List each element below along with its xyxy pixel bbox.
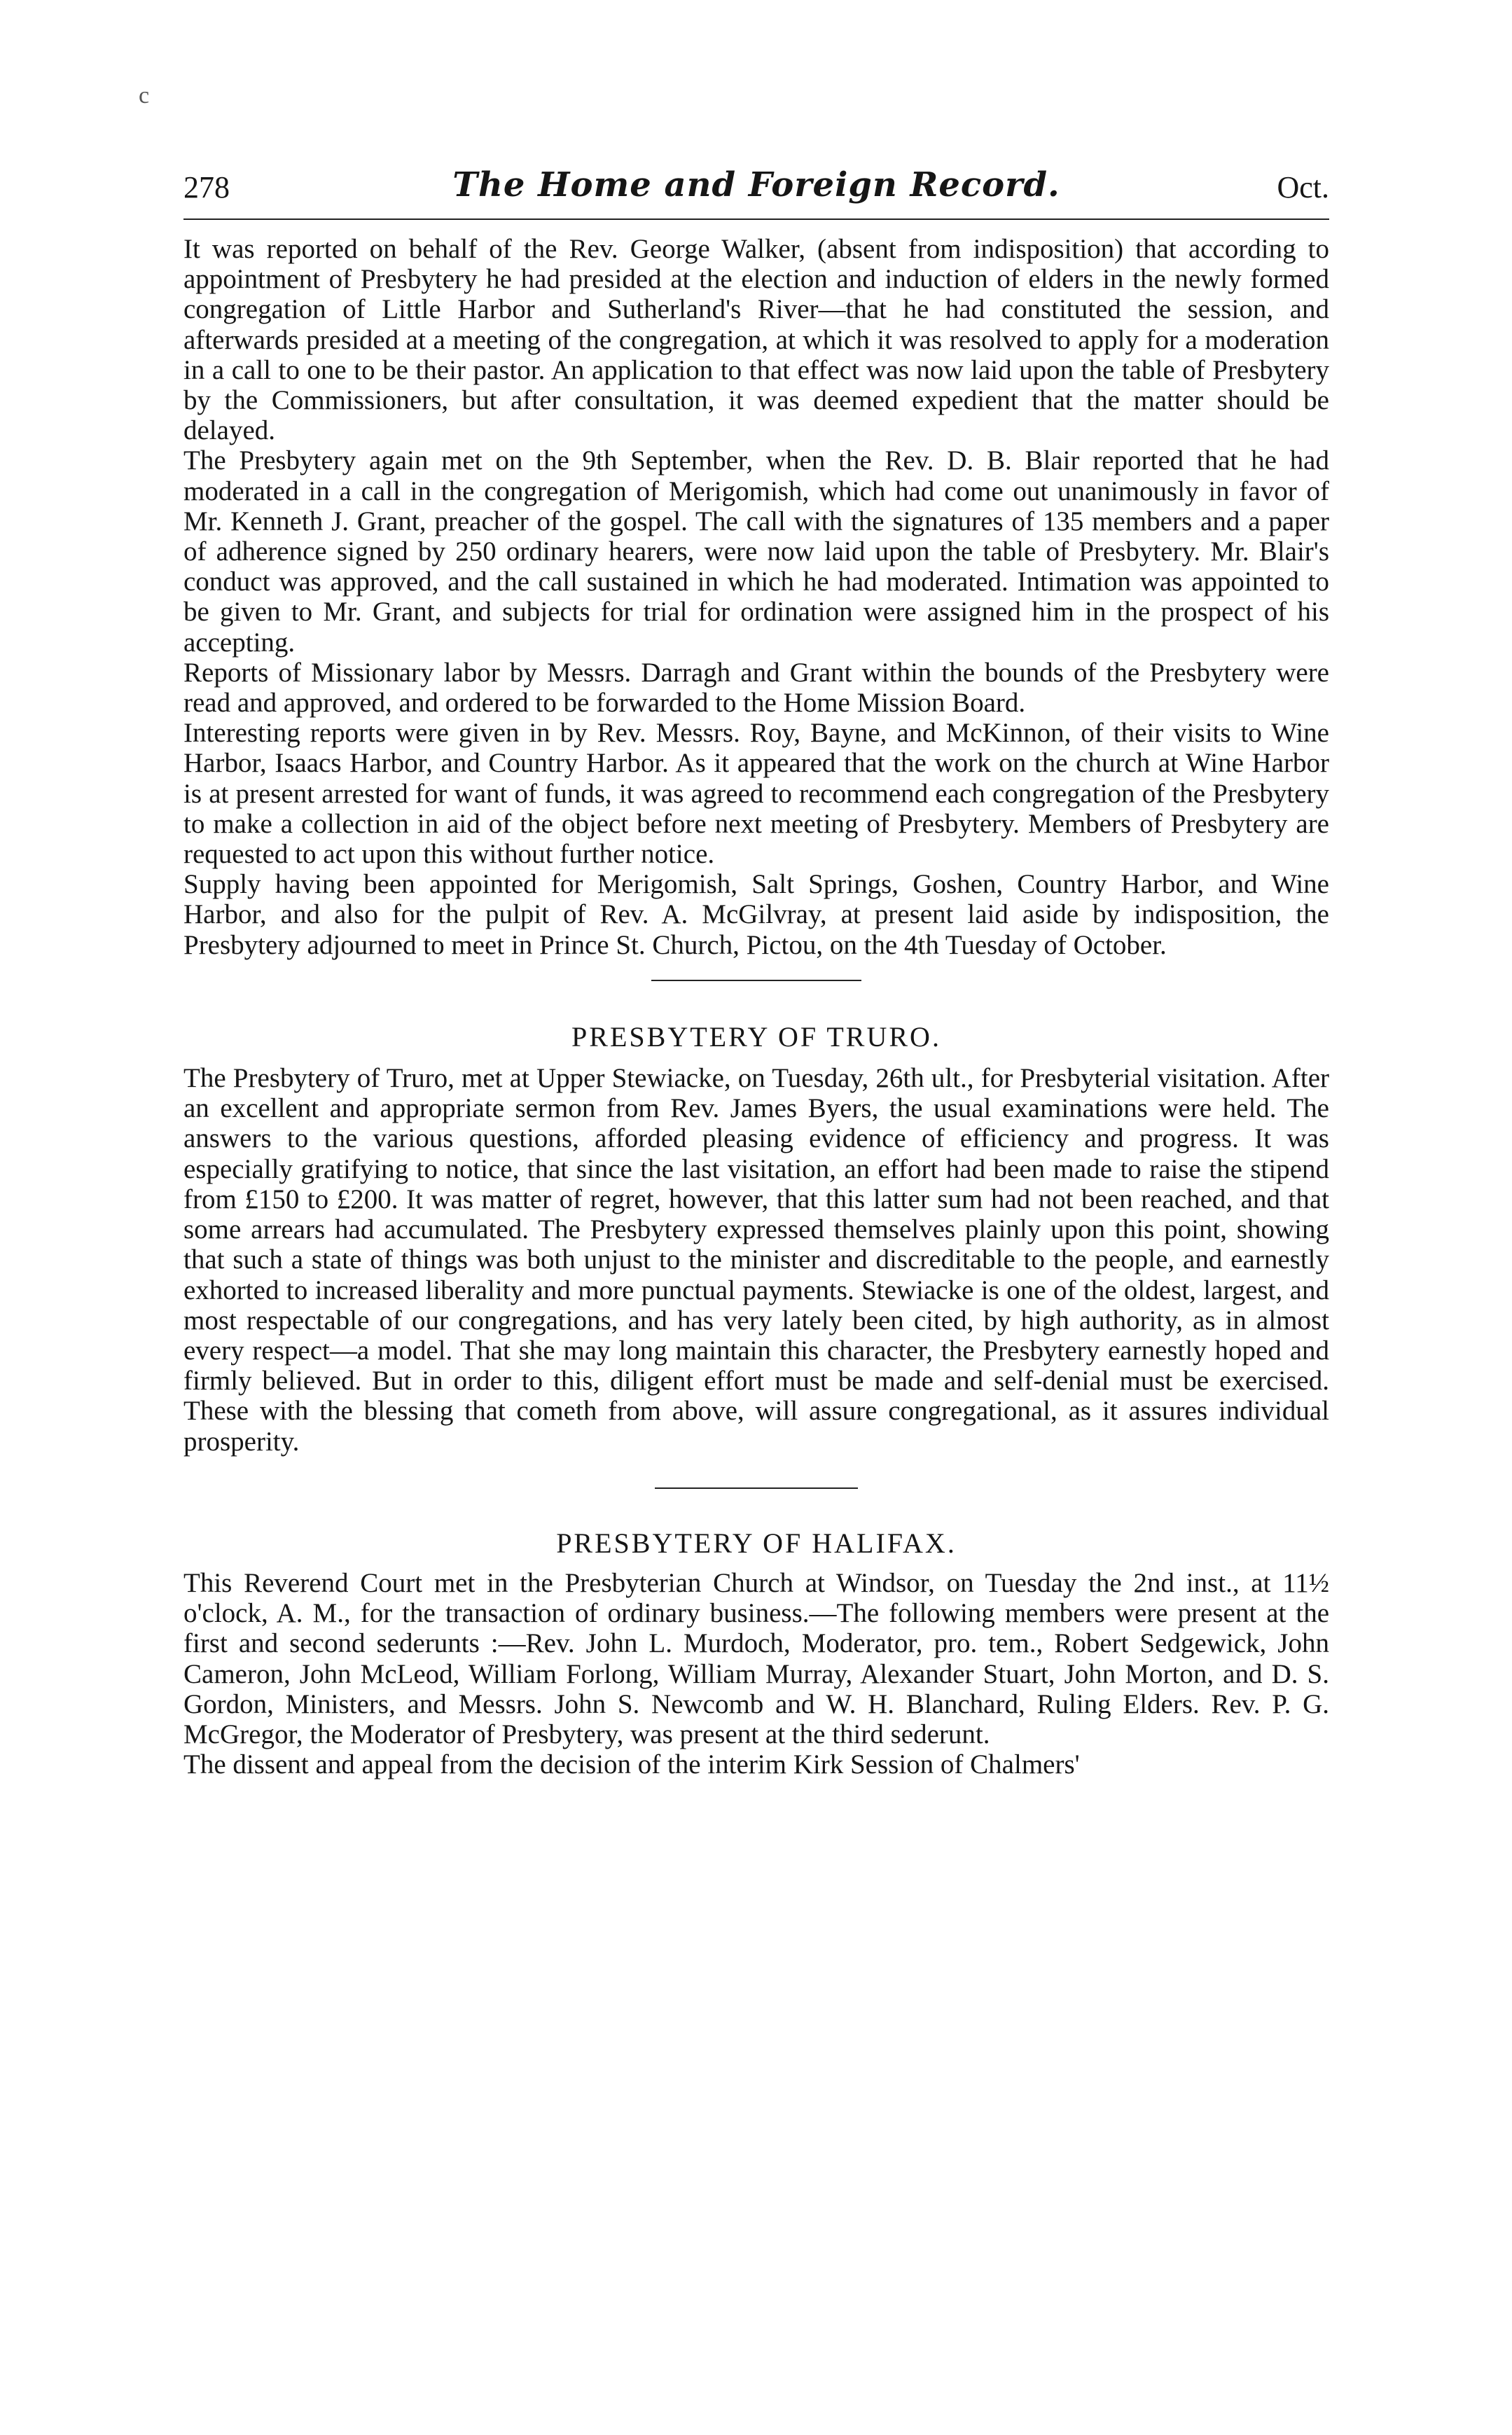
paragraph-adjournment: Supply having been appointed for Merigomish, Salt Springs, Goshen, Country Harbor, and Wine Harbor, and also for the pulpit of Rev. A. McGilvray, at present laid aside by indisposition, the Presbytery adjourned to meet in Prince St. Church, Pictou, on the 4th Tuesday of October.: [183, 869, 1329, 960]
section-divider: [655, 1487, 858, 1489]
paragraph-wine-harbor: Interesting reports were given in by Rev. Messrs. Roy, Bayne, and McKinnon, of their visits to Wine Harbor, Isaacs Harbor, and Country Harbor. As it appeared that the work on the church at Wine Harbor is at present arrested for want of funds, it was agreed to recommend each congregation of the Presbytery to make a collection in aid of the object before next meeting of Presbytery. Members of Presbytery are requested to act upon this without further notice.: [183, 718, 1329, 870]
paragraph-merigomish-call: The Presbytery again met on the 9th September, when the Rev. D. B. Blair reported that he had moderated in a call in the congregation of Merigomish, which had come out unanimously in favor of Mr. Kenneth J. Grant, preacher of the gospel. The call with the signatures of 135 members and a paper of adherence signed by 250 ordinary hearers, were now laid upon the table of Presbytery. Mr. Blair's conduct was approved, and the call sustained in which he had moderated. Intimation was appointed to be given to Mr. Grant, and subjects for trial for ordination were assigned him in the prospect of his accepting.: [183, 445, 1329, 658]
paragraph-walker-report: It was reported on behalf of the Rev. George Walker, (absent from indisposition) that according to appointment of Presbytery he had presided at the election and induction of elders in the newly formed congregation of Little Harbor and Sutherland's River—that he had constituted the session, and afterwards presided at a meeting of the congregation, at which it was resolved to apply for a moderation in a call to one to be their pastor. An application to that effect was now laid upon the table of Presbytery by the Commissioners, but after consultation, it was deemed expedient that the matter should be delayed.: [183, 234, 1329, 446]
header-month: Oct.: [1277, 170, 1329, 204]
page-number: 278: [183, 170, 230, 204]
section-divider: [651, 980, 861, 981]
section-title-halifax: PRESBYTERY OF HALIFAX.: [556, 1527, 957, 1559]
paragraph-missionary-reports: Reports of Missionary labor by Messrs. Darragh and Grant within the bounds of the Presbytery were read and approved, and ordered to be forwarded to the Home Mission Board.: [183, 657, 1329, 719]
paragraph-chalmers-appeal: The dissent and appeal from the decision of the interim Kirk Session of Chalmers': [183, 1749, 1080, 1780]
page-header: [183, 162, 1329, 220]
paragraph-halifax-meeting: This Reverend Court met in the Presbyterian Church at Windsor, on Tuesday the 2nd inst., at 11½ o'clock, A. M., for the transaction of ordinary business.—The following members were present at the first and second sederunts :—Rev. John L. Murdoch, Moderator, pro. tem., Robert Sedgewick, John Cameron, John McLeod, William Forlong, William Murray, Alexander Stuart, John Morton, and D. S. Gordon, Ministers, and Messrs. John S. Newcomb and W. H. Blanchard, Ruling Elders. Rev. P. G. McGregor, the Moderator of Presbytery, was present at the third sederunt.: [183, 1567, 1329, 1749]
stray-mark: c: [139, 83, 150, 109]
running-title: The Home and Foreign Record.: [452, 165, 1060, 204]
section-title-truro: PRESBYTERY OF TRURO.: [571, 1020, 941, 1053]
paragraph-truro-visitation: The Presbytery of Truro, met at Upper Stewiacke, on Tuesday, 26th ult., for Presbyterial visitation. After an excellent and appropriate sermon from Rev. James Byers, the usual examinations were held. The answers to the various questions, afforded pleasing evidence of efficiency and progress. It was especially gratifying to notice, that since the last visitation, an effort had been made to raise the stipend from £150 to £200. It was matter of regret, however, that this latter sum had not been reached, and that some arrears had accumulated. The Presbytery expressed themselves plainly upon this point, showing that such a state of things was both unjust to the minister and discreditable to the people, and earnestly exhorted to increased liberality and more punctual payments. Stewiacke is one of the oldest, largest, and most respectable of our congregations, and has very lately been cited, by high authority, as in almost every respect—a model. That she may long maintain this character, the Presbytery earnestly hoped and firmly believed. But in order to this, diligent effort must be made and self-denial must be exercised. These with the blessing that cometh from above, will assure congregational, as it assures individual prosperity.: [183, 1063, 1329, 1457]
article-body: [183, 234, 1329, 1780]
